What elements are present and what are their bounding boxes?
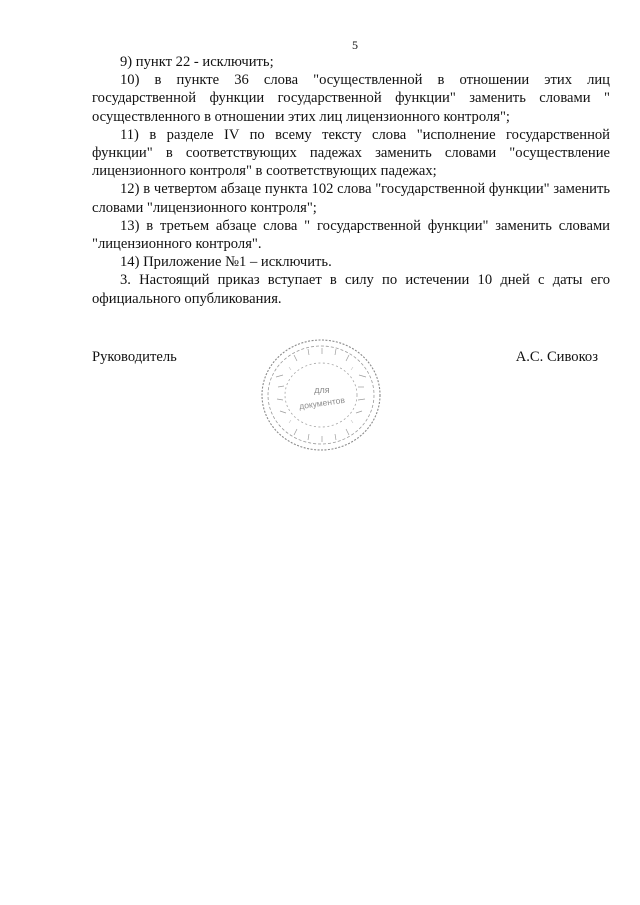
paragraph-item-12: 12) в четвертом абзаце пункта 102 слова "государственной функции" заменить словами "лицензионного контроля";: [92, 181, 610, 216]
signature-role: Руководитель: [92, 349, 177, 365]
official-seal-stamp: [256, 335, 386, 455]
paragraph-effective-date: 3. Настоящий приказ вступает в силу по истечении 10 дней с даты его официального опубликования.: [92, 272, 610, 307]
page-number: 5: [352, 38, 358, 52]
document-body: [92, 53, 610, 308]
stamp-text-line2: документов: [298, 394, 346, 412]
paragraph-item-11: 11) в разделе IV по всему тексту слова "исполнение государственной функции" в соответствующих падежах заменить словами "осуществление лицензионного контроля" в соответствующих падежах;: [92, 126, 610, 180]
paragraph-item-13: 13) в третьем абзаце слова " государственной функции" заменить словами "лицензионного контроля".: [92, 217, 610, 253]
stamp-text-line1: для: [314, 385, 330, 395]
paragraph-item-14: 14) Приложение №1 – исключить.: [120, 254, 332, 271]
signature-name: А.С. Сивокоз: [515, 349, 598, 365]
paragraph-item-9: 9) пункт 22 - исключить;: [120, 54, 274, 70]
paragraph-item-10: 10) в пункте 36 слова "осуществленной в отношении этих лиц государственной функции государственной функции" заменить словами " осуществленного в отношении этих лиц лицензионного контроля";: [92, 72, 610, 125]
